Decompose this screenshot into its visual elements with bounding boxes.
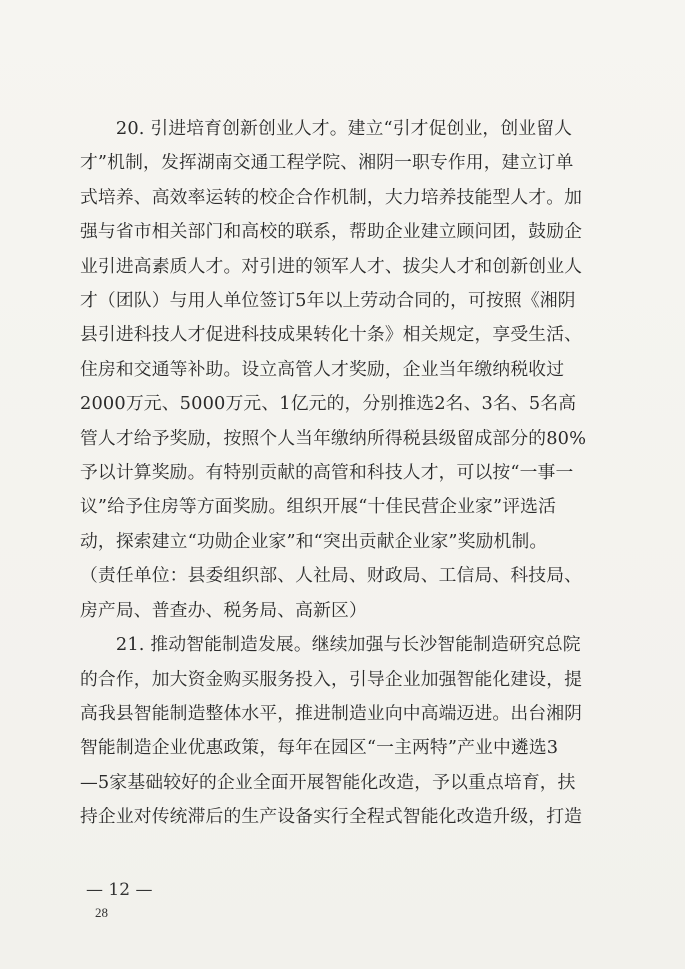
text-line: 才”机制，发挥湖南交通工程学院、湘阴一职专作用，建立订单	[80, 152, 574, 174]
page-number: — 12 —	[86, 880, 153, 900]
text-line: 的合作，加大资金购买服务投入，引导企业加强智能化建设，提	[80, 668, 583, 690]
text-line: 20. 引进培育创新创业人才。建立“引才促创业，创业留人	[80, 118, 573, 139]
document-body	[80, 112, 610, 835]
text-line: 强与省市相关部门和高校的联系，帮助企业建立顾问团，鼓励企	[80, 221, 583, 243]
text-line: 县引进科技人才促进科技成果转化十条》相关规定，享受生活、	[80, 324, 583, 346]
text-line: 房产局、普查办、税务局、高新区）	[80, 599, 367, 621]
text-line: 高我县智能制造整体水平，推进制造业向中高端迈进。出台湘阴	[80, 702, 583, 724]
text-line: 业引进高素质人才。对引进的领军人才、拔尖人才和创新创业人	[80, 255, 583, 277]
text-line: —5家基础较好的企业全面开展智能化改造，予以重点培育，扶	[80, 771, 576, 793]
text-line: 动，探索建立“功勋企业家”和“突出贡献企业家”奖励机制。	[80, 530, 548, 552]
text-line: 管人才给予奖励，按照个人当年缴纳所得税县级留成部分的80%	[80, 427, 587, 449]
text-line: 式培养、高效率运转的校企合作机制，大力培养技能型人才。加	[80, 186, 583, 208]
text-line: 予以计算奖励。有特别贡献的高管和科技人才，可以按“一事一	[80, 462, 574, 484]
sheet-number: 28	[95, 905, 108, 920]
paragraph-21	[80, 628, 610, 834]
text-line: 才（团队）与用人单位签订5年以上劳动合同的，可按照《湘阴	[80, 290, 576, 312]
text-line: 21. 推动智能制造发展。继续加强与长沙智能制造研究总院	[80, 634, 581, 656]
text-line: 智能制造企业优惠政策，每年在园区“一主两特”产业中遴选3	[80, 737, 559, 759]
paragraph-20	[80, 112, 610, 628]
text-line: 2000万元、5000万元、1亿元的，分别推选2名、3名、5名高	[80, 393, 577, 415]
text-line: 议”给予住房等方面奖励。组织开展“十佳民营企业家”评选活	[80, 496, 557, 518]
text-line: 住房和交通等补助。设立高管人才奖励，企业当年缴纳税收过	[80, 358, 565, 380]
text-line: （责任单位：县委组织部、人社局、财政局、工信局、科技局、	[80, 565, 583, 587]
text-line: 持企业对传统滞后的生产设备实行全程式智能化改造升级，打造	[80, 806, 583, 828]
